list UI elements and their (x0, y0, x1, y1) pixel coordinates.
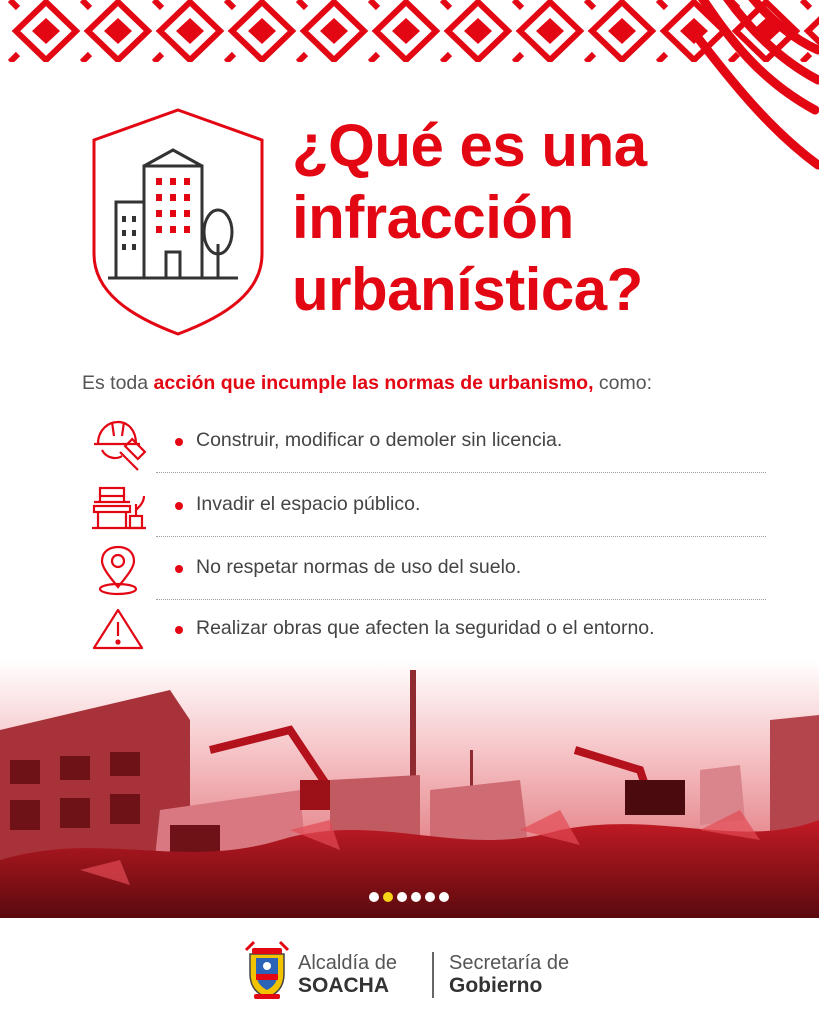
shield-building-icon (78, 104, 278, 340)
footer-divider (432, 952, 434, 998)
carousel-dot-active[interactable] (383, 892, 393, 902)
intro-prefix: Es toda (82, 372, 154, 394)
list-item-text: No respetar normas de uso del suelo. (196, 556, 522, 578)
page-title (292, 110, 792, 326)
org2-line2: Gobierno (449, 974, 543, 997)
carousel-dot[interactable] (369, 892, 379, 902)
bullet (175, 438, 183, 446)
org2-line1: Secretaría de (449, 952, 570, 974)
list-item (86, 606, 766, 668)
soacha-crest-logo (240, 940, 294, 1002)
carousel-dot[interactable] (411, 892, 421, 902)
list-item-text: Invadir el espacio público. (196, 493, 421, 515)
dotted-divider (156, 536, 766, 537)
org1-line2: SOACHA (298, 974, 390, 997)
intro-suffix: como: (593, 372, 653, 394)
title-line-1: ¿Qué es una (292, 112, 647, 179)
list-item (86, 482, 766, 544)
dotted-divider (156, 599, 766, 600)
title-line-2: infracción (292, 184, 574, 251)
list-item (86, 418, 766, 480)
carousel-dot[interactable] (439, 892, 449, 902)
list-item (86, 545, 766, 607)
bullet (175, 502, 183, 510)
footer (0, 918, 819, 1024)
list-item-text: Realizar obras que afecten la seguridad o el entorno. (196, 617, 655, 639)
org-soacha (298, 952, 397, 998)
org-secretaria (449, 952, 569, 998)
intro-text (82, 372, 782, 395)
warning-triangle-icon (86, 606, 152, 664)
list-item-text: Construir, modificar o demoler sin licencia. (196, 429, 563, 451)
title-line-3: urbanística? (292, 256, 643, 323)
worker-helmet-hammer-icon (86, 418, 152, 476)
carousel-dot[interactable] (397, 892, 407, 902)
bullet (175, 626, 183, 634)
bullet (175, 565, 183, 573)
dotted-divider (156, 472, 766, 473)
location-pin-icon (86, 545, 152, 603)
carousel-dot[interactable] (425, 892, 435, 902)
demolition-photo (0, 660, 819, 918)
carousel-indicator (369, 892, 449, 902)
org1-line1: Alcaldía de (298, 952, 397, 974)
intro-highlight: acción que incumple las normas de urbanismo, (153, 372, 594, 394)
street-bench-planter-icon (86, 482, 152, 540)
